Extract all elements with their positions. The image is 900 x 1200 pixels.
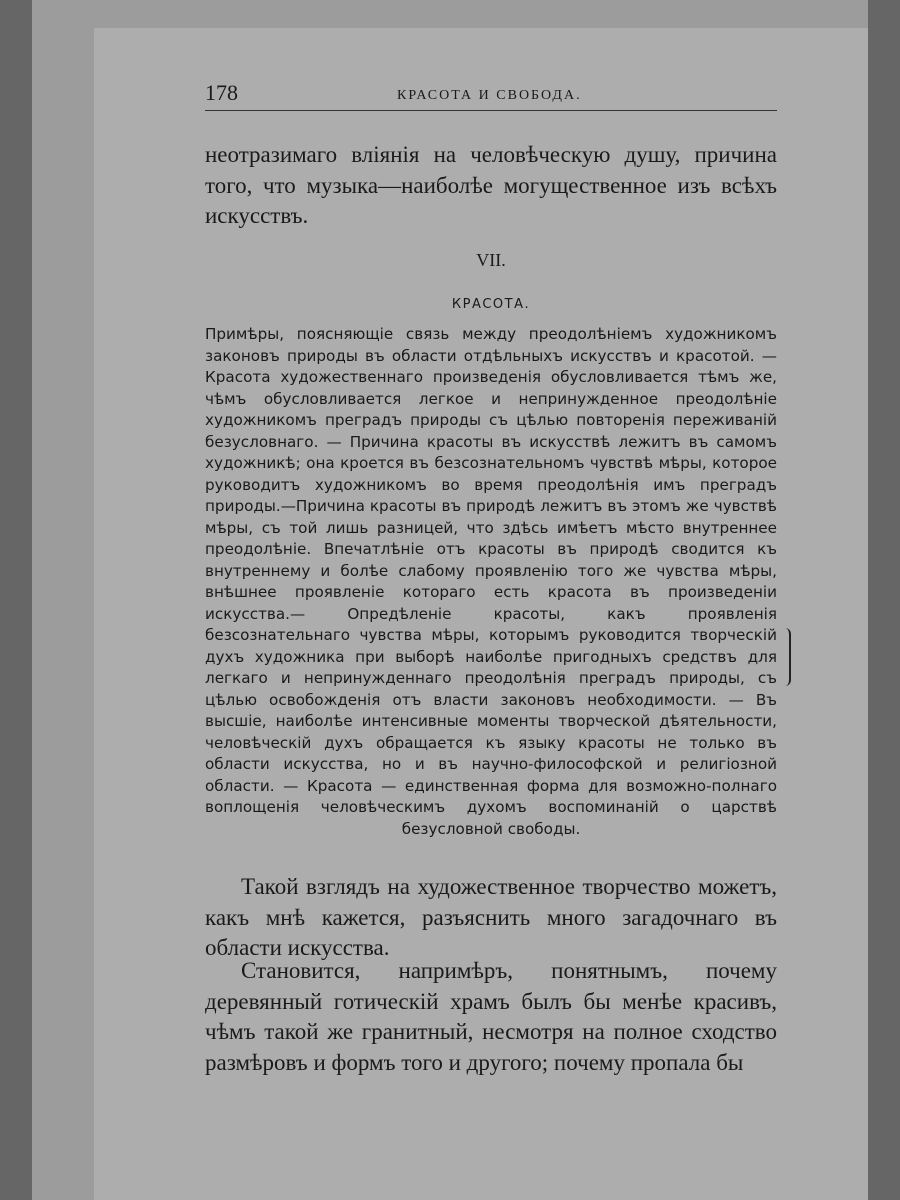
page-number: 178: [205, 80, 238, 105]
chapter-number: VII.: [476, 250, 506, 270]
paragraph-2: Такой взглядъ на художественное творчество можетъ, какъ мнѣ кажется, разъяснить много загадочнаго въ области искусства.: [205, 874, 777, 960]
margin-bracket-mark: [784, 628, 791, 686]
chapter-summary: Примѣры, поясняющіе связь между преодолѣніемъ художникомъ законовъ природы въ области отдѣльныхъ искусствъ и красотой. — Красота художественнаго произведенія обусловливается тѣмъ же, чѣмъ обусловливается легкое и непринужденное преодолѣніе художникомъ преградъ природы съ цѣлью повторенія переживаній безусловнаго. — Причина красоты въ искусствѣ лежитъ въ самомъ художникѣ; она кроется въ безсознательномъ чувствѣ мѣры, которое руководитъ художникомъ во время преодолѣнія имъ преградъ природы.—Причина красоты въ природѣ лежитъ въ этомъ же чувствѣ мѣры, съ той лишь разницей, что здѣсь имѣетъ мѣсто внутреннее преодолѣніе. Впечатлѣніе отъ красоты въ природѣ сводится къ внутреннему и болѣе слабому проявленію того же чувства мѣры, внѣшнее проявленіе котораго есть красота въ произведеніи искусства.— Опредѣленіе красоты, какъ проявленія безсознательнаго чувства мѣры, которымъ руководится творческій духъ художника при выборѣ наиболѣе пригодныхъ средствъ для легкаго и непринужденнаго преодолѣнія преградъ природы, съ цѣлью освобожденія отъ власти законовъ необходимости. — Въ высшіе, наиболѣе интенсивные моменты творческой дѣятельности, человѣческій духъ обращается къ языку красоты не только въ области искусства, но и въ научно-философской и религіозной области. — Красота — единственная форма для возможно-полнаго воплощенія человѣческимъ духомъ воспоминаній о царствѣ безусловной свободы.: [205, 325, 777, 838]
paragraph-3: Становится, напримѣръ, понятнымъ, почему деревянный готическій храмъ былъ бы менѣе красивъ, чѣмъ такой же гранитный, несмотря на полное сходство размѣровъ и формъ того и другого; почему пропала бы: [205, 958, 777, 1075]
chapter-title: КРАСОТА.: [451, 297, 531, 312]
running-title: КРАСОТА И СВОБОДА.: [397, 88, 582, 103]
opening-paragraph: неотразимаго вліянія на человѣческую душу, причина того, что музыка—наиболѣе могущественное изъ всѣхъ искусствъ.: [205, 142, 777, 228]
running-header: [205, 80, 777, 111]
